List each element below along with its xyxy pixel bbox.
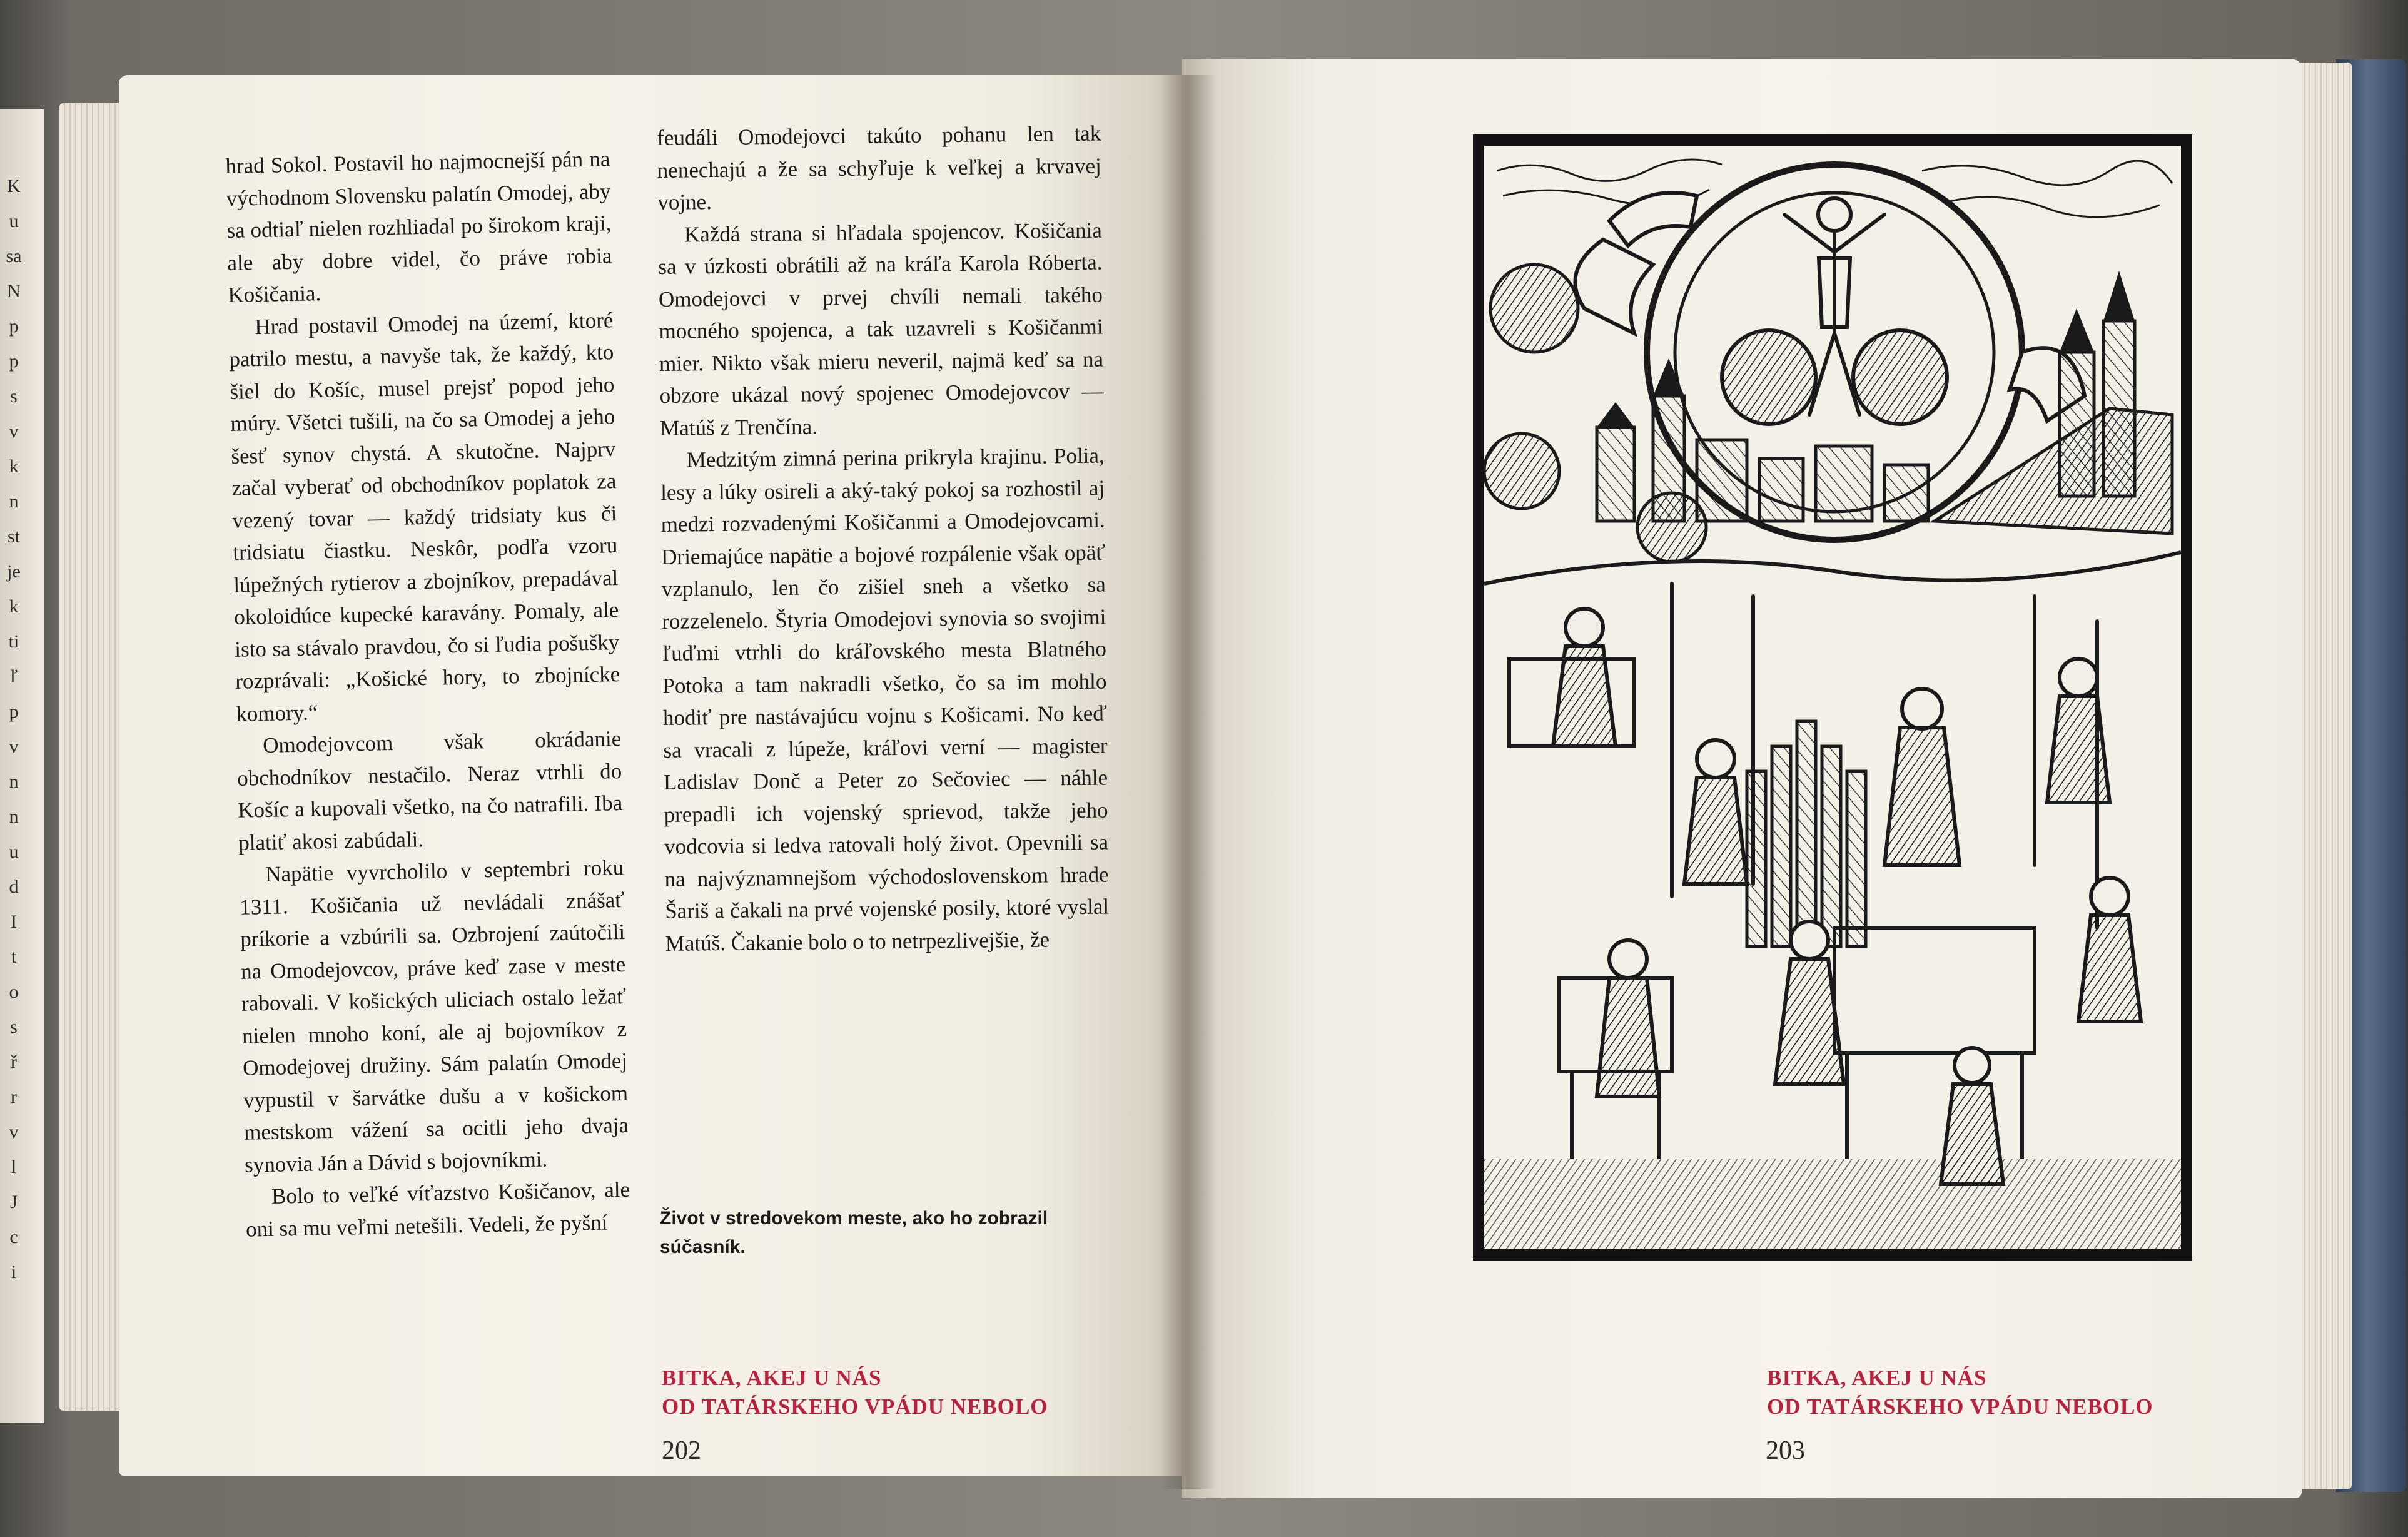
- edge-fragment: p: [9, 351, 19, 372]
- paragraph: feudáli Omodejovci takúto pohanu len tak nenechajú a že sa schyľuje k veľkej a krvavej vojne.: [657, 121, 1101, 215]
- paragraph: Napätie vyvrcholilo v septembri roku 1311. Košičania už nevládali znášať príkorie a vzbúrili sa. Ozbrojení zaútočili na Omodejovcov, práve keď zase v meste rabovali. V košických uliciach ostalo ležať nielen mnoho koní, ale aj bojovníkov z Omodejovej družiny. Sám palatín Omodej vypustil v šarvátke dušu a v košickom mestskom vážení sa ocitli jeho dvaja synovia Ján a Dávid s bojovníkmi.: [239, 855, 629, 1177]
- woodcut-illustration: [1473, 134, 2192, 1261]
- edge-fragment: i: [11, 1262, 17, 1282]
- edge-fragment: v: [9, 1122, 19, 1142]
- woodcut-drawing: [1484, 146, 2181, 1249]
- text-column-1: [225, 143, 631, 1245]
- edge-fragment: p: [9, 316, 19, 337]
- page-number-left: 202: [662, 1436, 701, 1465]
- paragraph: Bolo to veľké víťazstvo Košičanov, ale oni sa mu veľmi netešili. Vedeli, že pyšní: [245, 1177, 630, 1242]
- page-edges-left: [59, 103, 128, 1411]
- edge-fragment: I: [11, 911, 17, 932]
- page-number-right: 203: [1766, 1436, 1805, 1465]
- edge-fragment: N: [7, 281, 21, 302]
- edge-fragment: k: [9, 456, 19, 477]
- previous-page-fragments: [3, 169, 25, 1290]
- edge-fragment: k: [9, 596, 19, 617]
- book-gutter: [1160, 75, 1217, 1489]
- edge-fragment: v: [9, 421, 19, 442]
- edge-fragment: r: [11, 1087, 17, 1107]
- edge-fragment: n: [9, 771, 19, 792]
- edge-fragment: s: [10, 386, 18, 407]
- edge-fragment: s: [10, 1017, 18, 1037]
- paragraph: Medzitým zimná perina prikryla krajinu. Polia, lesy a lúky osireli a aký-taký pokoj sa rozhostil aj medzi rozvadenými Košičanmi a Omodejovcami. Driemajúce napätie a bojové rozpálenie však opäť vzplanulo, len čo zišiel sneh a všetko sa rozzelenelo. Štyria Omodejovi synovia so svojimi ľuďmi vtrhli do kráľovského mesta Blatného Potoka a tam nakradli všetko, čo sa im mohlo hodiť pre nastávajúcu vojnu s Košicami. No keď sa vracali z lúpeže, kráľovi verní — magister Ladislav Donč a Peter zo Sečoviec — náhle prepadli ich vojenský sprievod, takže jeho vodcovia si ledva ratovali holý život. Opevnili sa na najvýznamnejšom východoslovenskom hrade Šariš a čakali na prvé vojenské posily, ktoré vyslal Matúš. Čakanie bolo o to netrpezlivejšie, že: [660, 443, 1110, 956]
- edge-fragment: t: [11, 946, 17, 967]
- paragraph: Omodejovcom však okrádanie obchodníkov nestačilo. Neraz vtrhli do Košíc a kupovali všetko, na čo natrafili. Iba platiť akosi zabúdali.: [236, 726, 623, 855]
- edge-fragment: v: [9, 736, 19, 757]
- text-column-2: [657, 118, 1110, 960]
- edge-fragment: o: [9, 982, 19, 1002]
- edge-fragment: J: [10, 1192, 18, 1212]
- running-head-right: BITKA, AKEJ U NÁS OD TATÁRSKEHO VPÁDU NEBOLO: [1767, 1366, 2153, 1419]
- running-head-left: BITKA, AKEJ U NÁS OD TATÁRSKEHO VPÁDU NEBOLO: [662, 1366, 1048, 1419]
- edge-fragment: ľ: [9, 666, 18, 687]
- edge-fragment: je: [7, 561, 21, 582]
- edge-fragment: sa: [6, 246, 22, 266]
- paragraph: hrad Sokol. Postavil ho najmocnejší pán na východnom Slovensku palatín Omodej, aby sa odtiaľ nielen rozhliadal po širokom kraji, ale aby dobre videl, čo práve robia Košičania.: [225, 146, 612, 307]
- edge-fragment: K: [7, 176, 21, 196]
- edge-fragment: n: [9, 491, 19, 512]
- paragraph: Hrad postavil Omodej na území, ktoré patrilo mestu, a navyše tak, že každý, kto šiel do Košíc, musel prejsť popod jeho múry. Všetci tušili, na čo sa Omodej a jeho šesť synov chystá. A skutočne. Najprv začal vyberať od obchodníkov poplatok za vezený tovar — každý tridsiaty kus či tridsiatu čiastku. Neskôr, podľa vzoru lúpežných rytierov a zbojníkov, prepadával okoloidúce kupecké karavány. Pomaly, ale isto sa stávalo pravdou, čo si ľudia pošušky rozprávali: „Košické hory, to zbojnícke komory.“: [229, 307, 620, 726]
- illustration-caption: Život v stredovekom meste, ako ho zobrazil súčasník.: [660, 1208, 1048, 1257]
- edge-fragment: st: [7, 526, 20, 547]
- paragraph: Každá strana si hľadala spojencov. Košičania sa v úzkosti obrátili až na kráľa Karola Róberta. Omodejovci v prvej chvíli nemali takého mocného spojenca, a tak uzavreli s Košičanmi mier. Nikto však mieru neveril, najmä keď sa na obzore ukázal nový spojenec Omodejovcov — Matúš z Trenčína.: [658, 218, 1104, 440]
- edge-fragment: n: [9, 806, 19, 827]
- edge-fragment: ř: [11, 1052, 17, 1072]
- edge-fragment: l: [11, 1157, 17, 1177]
- edge-fragment: u: [9, 841, 19, 862]
- edge-fragment: c: [9, 1227, 18, 1247]
- edge-fragment: d: [9, 876, 19, 897]
- edge-fragment: u: [9, 211, 19, 231]
- edge-fragment: ti: [8, 631, 19, 652]
- edge-fragment: p: [9, 701, 19, 722]
